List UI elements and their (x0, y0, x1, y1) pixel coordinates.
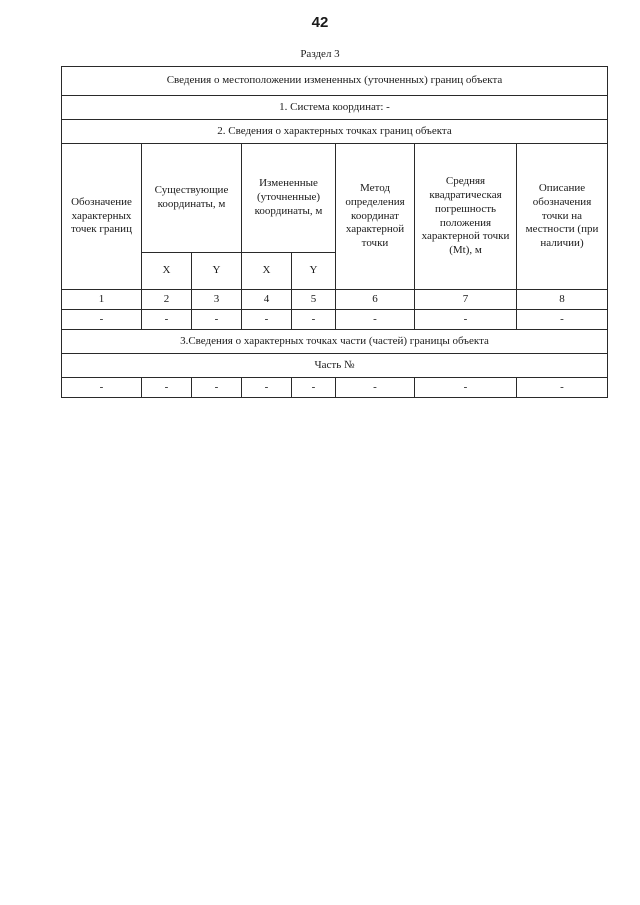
table-cell: - (336, 310, 415, 330)
column-number: 3 (192, 290, 242, 310)
header-existing-coords: Существующие координаты, м (142, 144, 242, 253)
table-cell: - (62, 310, 142, 330)
header-designation: Обозначение характерных точек границ (62, 144, 142, 290)
table-cell: - (292, 310, 336, 330)
part-heading-row: 3.Сведения о характерных точках части (частей) границы объекта (62, 330, 608, 354)
column-number: 2 (142, 290, 192, 310)
header-existing-x: X (142, 253, 192, 290)
part-label-row: Часть № (62, 354, 608, 378)
header-changed-coords: Измененные (уточненные) координаты, м (242, 144, 336, 253)
page-number: 42 (311, 14, 329, 31)
table-cell: - (142, 378, 192, 398)
table-cell: - (192, 310, 242, 330)
header-changed-y: Y (292, 253, 336, 290)
column-number: 6 (336, 290, 415, 310)
table-row (62, 378, 608, 398)
table-row (62, 310, 608, 330)
section-title: Раздел 3 (300, 48, 340, 60)
column-number: 8 (517, 290, 608, 310)
table-cell: - (242, 310, 292, 330)
table-cell: - (517, 378, 608, 398)
table-cell: - (142, 310, 192, 330)
header-existing-y: Y (192, 253, 242, 290)
table-cell: - (62, 378, 142, 398)
points-heading-row: 2. Сведения о характерных точках границ объекта (62, 120, 608, 144)
header-error: Средняя квадратическая погрешность положения характерной точки (Mt), м (415, 144, 517, 290)
header-changed-x: X (242, 253, 292, 290)
table-cell: - (415, 310, 517, 330)
coordinate-system-row: 1. Система координат: - (62, 96, 608, 120)
column-number: 5 (292, 290, 336, 310)
header-description: Описание обозначения точки на местности (при наличии) (517, 144, 608, 290)
column-number: 4 (242, 290, 292, 310)
boundary-points-table (61, 66, 608, 398)
column-numbers-row (62, 290, 608, 310)
column-number: 7 (415, 290, 517, 310)
column-number: 1 (62, 290, 142, 310)
header-method: Метод определения координат характерной точки (336, 144, 415, 290)
table-cell: - (242, 378, 292, 398)
table-cell: - (336, 378, 415, 398)
table-title: Сведения о местоположении измененных (уточненных) границ объекта (62, 67, 608, 96)
table-cell: - (192, 378, 242, 398)
table-cell: - (415, 378, 517, 398)
table-cell: - (517, 310, 608, 330)
table-cell: - (292, 378, 336, 398)
